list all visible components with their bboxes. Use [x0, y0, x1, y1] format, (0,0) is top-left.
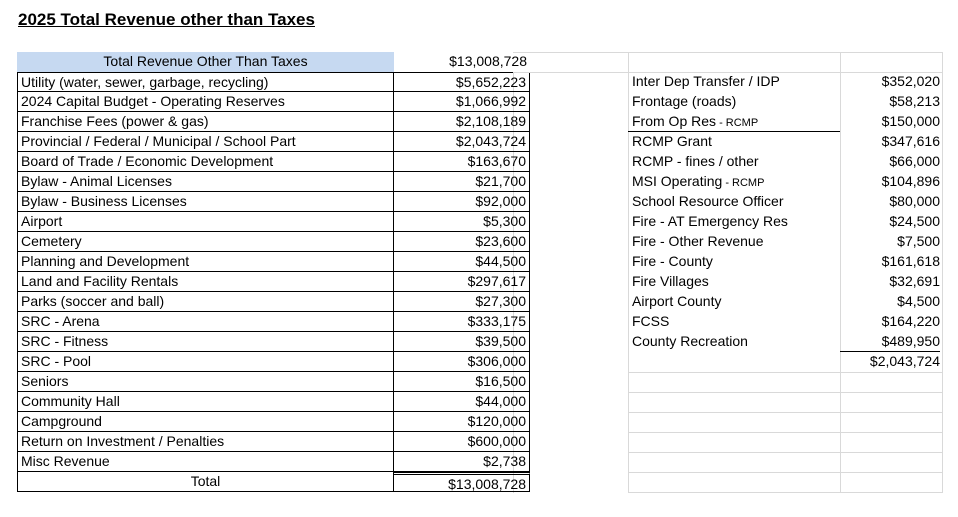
row-value: $39,500	[394, 332, 530, 352]
breakdown-label-text: School Resource Officer	[632, 193, 784, 209]
breakdown-value: $352,020	[881, 73, 940, 89]
header-label: Total Revenue Other Than Taxes	[17, 52, 394, 72]
breakdown-value: $347,616	[881, 133, 940, 149]
row-label: Campground	[17, 412, 394, 432]
row-label: SRC - Arena	[17, 312, 394, 332]
row-label: Provincial / Federal / Municipal / School Part	[17, 132, 394, 152]
breakdown-total-label	[628, 352, 840, 372]
breakdown-label-text: From Op Res	[632, 113, 717, 129]
breakdown-label	[628, 312, 840, 332]
grid-line	[628, 372, 943, 373]
row-value: $1,066,992	[394, 92, 530, 112]
header-value: $13,008,728	[394, 52, 530, 72]
row-value: $92,000	[394, 192, 530, 212]
breakdown-label-text: County Recreation	[632, 333, 748, 349]
row-value: $2,738	[394, 452, 530, 472]
breakdown-label-suffix: - RCMP	[716, 117, 759, 129]
breakdown-label-suffix: - RCMP	[722, 177, 765, 189]
breakdown-value: $150,000	[881, 113, 940, 129]
breakdown-value: $161,618	[881, 253, 940, 269]
row-value: $120,000	[394, 412, 530, 432]
row-value: $306,000	[394, 352, 530, 372]
breakdown-value: $32,691	[889, 273, 940, 289]
row-value: $600,000	[394, 432, 530, 452]
row-label: Land and Facility Rentals	[17, 272, 394, 292]
page-title: 2025 Total Revenue other than Taxes	[18, 10, 315, 29]
breakdown-label-text: Fire - County	[632, 253, 713, 269]
breakdown-value: $24,500	[889, 213, 940, 229]
row-label: SRC - Fitness	[17, 332, 394, 352]
total-label: Total	[17, 472, 394, 492]
breakdown-label	[628, 132, 840, 152]
row-label: 2024 Capital Budget - Operating Reserves	[17, 92, 394, 112]
grid-line	[628, 492, 943, 493]
total-value: $13,008,728	[394, 472, 530, 492]
breakdown-value: $489,950	[840, 332, 940, 352]
breakdown-value: $66,000	[889, 153, 940, 169]
breakdown-label-text: Inter Dep Transfer / IDP	[632, 73, 780, 89]
grid-line	[628, 472, 943, 473]
breakdown-label	[628, 332, 840, 352]
row-label: Bylaw - Animal Licenses	[17, 172, 394, 192]
breakdown-value: $80,000	[889, 193, 940, 209]
row-label: Utility (water, sewer, garbage, recycling)	[17, 72, 394, 92]
breakdown-label	[628, 112, 840, 132]
breakdown-label	[628, 172, 840, 192]
grid-line	[513, 72, 943, 73]
breakdown-label-text: RCMP - fines / other	[632, 153, 759, 169]
breakdown-value: $58,213	[889, 93, 940, 109]
breakdown-label	[628, 212, 840, 232]
grid-line	[628, 412, 943, 413]
breakdown-value: $4,500	[897, 293, 940, 309]
breakdown-label-text: Fire Villages	[632, 273, 709, 289]
breakdown-label	[628, 92, 840, 112]
row-value: $23,600	[394, 232, 530, 252]
row-value: $2,108,189	[394, 112, 530, 132]
row-label: Bylaw - Business Licenses	[17, 192, 394, 212]
breakdown-label-text: RCMP Grant	[632, 133, 712, 149]
row-value: $297,617	[394, 272, 530, 292]
row-label: SRC - Pool	[17, 352, 394, 372]
grid-line	[628, 452, 943, 453]
breakdown-label-text: FCSS	[632, 313, 670, 329]
row-label: Community Hall	[17, 392, 394, 412]
row-value: $21,700	[394, 172, 530, 192]
row-label: Parks (soccer and ball)	[17, 292, 394, 312]
breakdown-label-text: Frontage (roads)	[632, 93, 737, 109]
row-label: Return on Investment / Penalties	[17, 432, 394, 452]
row-label: Misc Revenue	[17, 452, 394, 472]
grid-line	[513, 52, 943, 53]
grid-line	[942, 52, 943, 493]
row-value: $333,175	[394, 312, 530, 332]
row-label: Seniors	[17, 372, 394, 392]
breakdown-label-text: Fire - Other Revenue	[632, 233, 764, 249]
row-value: $16,500	[394, 372, 530, 392]
breakdown-label	[628, 272, 840, 292]
breakdown-label-text: MSI Operating	[632, 173, 723, 189]
breakdown-total-value: $2,043,724	[869, 353, 940, 369]
breakdown-label	[628, 152, 840, 172]
breakdown-value: $164,220	[881, 313, 940, 329]
row-label: Airport	[17, 212, 394, 232]
breakdown-value: $7,500	[897, 233, 940, 249]
breakdown-label	[628, 192, 840, 212]
grid-line	[628, 392, 943, 393]
breakdown-label	[628, 252, 840, 272]
row-value: $44,500	[394, 252, 530, 272]
breakdown-label	[628, 72, 840, 92]
breakdown-label	[628, 232, 840, 252]
breakdown-value: $104,896	[881, 173, 940, 189]
row-label: Planning and Development	[17, 252, 394, 272]
row-value: $2,043,724	[394, 132, 530, 152]
row-label: Board of Trade / Economic Development	[17, 152, 394, 172]
row-value: $27,300	[394, 292, 530, 312]
breakdown-label-text: Fire - AT Emergency Res	[632, 213, 788, 229]
row-label: Cemetery	[17, 232, 394, 252]
breakdown-label-text: Airport County	[632, 293, 722, 309]
grid-line	[628, 432, 943, 433]
row-value: $44,000	[394, 392, 530, 412]
row-value: $5,300	[394, 212, 530, 232]
row-label: Franchise Fees (power & gas)	[17, 112, 394, 132]
breakdown-label	[628, 292, 840, 312]
row-value: $5,652,223	[394, 72, 530, 92]
row-value: $163,670	[394, 152, 530, 172]
